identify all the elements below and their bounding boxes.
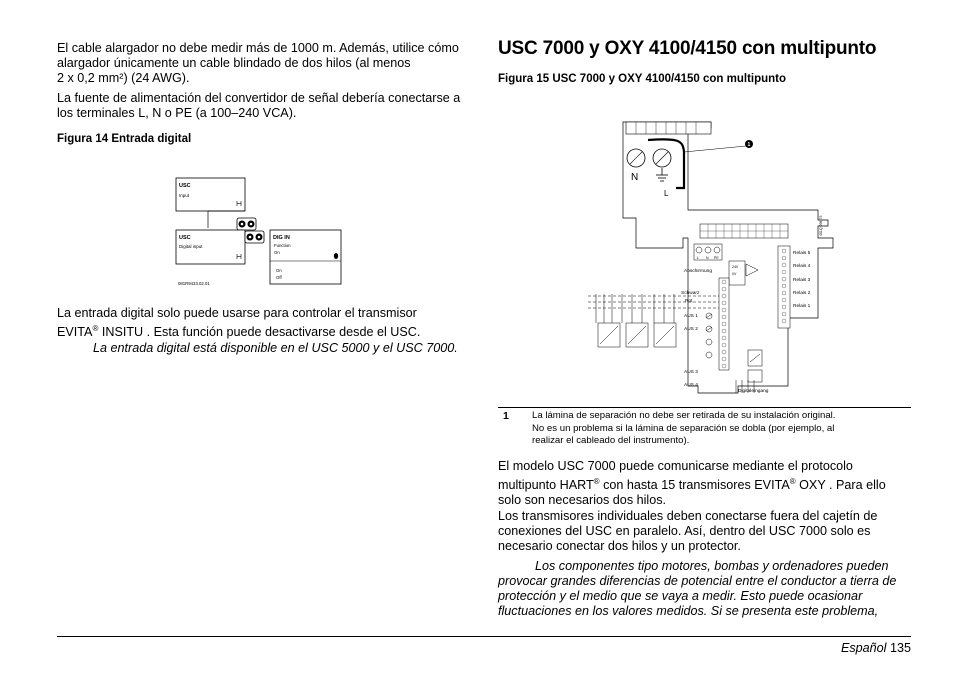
label-relais-4: Relais 4 [793, 264, 811, 269]
usc-digital-title: USC [179, 235, 191, 241]
label-l: L [664, 189, 669, 198]
text-line: solo son necesarios dos hilos. [498, 493, 667, 508]
footer-language: Español [840, 641, 887, 655]
footnote-number: 1 [503, 410, 509, 422]
text-line: protección y el medio que se vaya a medir. Esto puede ocasionar [498, 589, 863, 603]
label-aus-4: AUS 4 [684, 383, 698, 388]
svg-text:N: N [706, 256, 709, 260]
ground-icon [656, 168, 668, 181]
text-line: provocar grandes diferencias de potencial entre el conductor a tierra de [498, 574, 897, 588]
intro-paragraph [57, 41, 477, 86]
transmitter-module [598, 323, 676, 347]
label-n: N [631, 172, 639, 183]
label-relais-3: Relais 3 [793, 278, 811, 283]
pointer-icon [334, 253, 338, 259]
text-line: conexiones del USC en paralelo. Así, dentro del USC 7000 solo es [498, 524, 871, 538]
knob-icon [237, 218, 256, 230]
label-aus-2: AUS 2 [684, 327, 698, 332]
text-line: La fuente de alimentación del convertidor de señal debería conectarse a [57, 91, 461, 105]
dig-in-title: DIG IN [273, 235, 290, 241]
text-line: La lámina de separación no debe ser retirada de su instalación original. [532, 410, 836, 421]
text-line: los terminales L, N o PE (a 100–240 VCA). [57, 106, 297, 120]
brand-evita: EVITA [57, 325, 93, 340]
page-footer [841, 641, 911, 656]
label-relais-2: Relais 2 [793, 291, 811, 296]
warning-paragraph [498, 559, 918, 619]
hart-paragraph [498, 459, 918, 508]
footer-page-number: 135 [889, 641, 911, 655]
figure-15-diagram [588, 118, 838, 406]
text-line: Los componentes tipo motores, bombas y ordenadores pueden [535, 559, 889, 573]
text-line: Los transmisores individuales deben conectarse fuera del cajetín de [498, 509, 878, 523]
label-relais-1: Relais 1 [793, 304, 811, 309]
dig-in-function: Function [274, 243, 291, 248]
label-digitaleingang: Digitaleingang [738, 389, 769, 394]
dig-in-function-value: On [274, 250, 280, 255]
dig-in-opt-off: Off [276, 275, 282, 280]
text-line [57, 321, 477, 340]
power-paragraph [57, 91, 477, 121]
svg-text:24V: 24V [732, 265, 739, 269]
dig-in-opt-on: On [276, 268, 282, 273]
text-line: El modelo USC 7000 puede comunicarse mediante el protocolo [498, 459, 853, 473]
svg-text:0V: 0V [732, 272, 737, 276]
doc-code: 461Q 098-75 [819, 215, 823, 236]
registered-mark: ® [92, 324, 99, 333]
text-line: fluctuaciones en los valores medidos. Si se presenta este problema, [498, 604, 879, 618]
figure-14-code: 081R9433.02.01 [178, 281, 210, 286]
label-schwarz: Schwarz [681, 291, 700, 296]
digital-input-note: La entrada digital está disponible en el USC 5000 y el USC 7000. [93, 341, 458, 355]
label-aus-1: AUS 1 [684, 314, 698, 319]
text-line: realizar el cableado del instrumento). [532, 435, 690, 446]
footer-rule [57, 636, 911, 637]
label-relais-5: Relais 5 [793, 251, 811, 256]
callout-1-label: 1 [747, 142, 751, 148]
text-line: No es un problema si la lámina de separación se dobla (por ejemplo, al [532, 422, 835, 434]
digital-input-paragraph [57, 306, 477, 340]
footnote-text [532, 410, 912, 448]
text-line: La entrada digital solo puede usarse para controlar el transmisor [57, 306, 417, 320]
text-line: 2 x 0,2 mm²) (24 AWG). [57, 71, 190, 85]
usc-input-title: USC [179, 183, 191, 189]
svg-text:PE: PE [714, 256, 719, 260]
usc-input-sub: Input [179, 193, 190, 198]
svg-text:L: L [697, 256, 699, 260]
text-line: alargador únicamente un cable blindado de dos hilos (al menos [57, 56, 411, 70]
text-line: necesario conectar dos hilos y un protector. [498, 539, 741, 553]
section-heading: USC 7000 y OXY 4100/4150 con multipunto [498, 38, 877, 59]
usc-digital-sub: Digital input [179, 244, 203, 249]
text-line: El cable alargador no debe medir más de 1000 m. Además, utilice cómo [57, 41, 459, 55]
text-line: multipunto HART® con hasta 15 transmisores EVITA® OXY . Para ello [498, 477, 886, 493]
label-abschirmung: Abschirmung [684, 269, 712, 274]
figure-14-caption: Figura 14 Entrada digital [57, 133, 192, 145]
text-fragment: INSITU . Esta función puede desactivarse desde el USC. [98, 325, 421, 340]
parallel-paragraph [498, 509, 918, 554]
footnote-top-rule [498, 407, 911, 408]
label-aus-3: AUS 3 [684, 370, 698, 375]
figure-15-caption: Figura 15 USC 7000 y OXY 4100/4150 con multipunto [498, 73, 787, 85]
knob-icon [245, 231, 264, 243]
figure-14-diagram [170, 175, 350, 293]
label-rot: Rot [685, 299, 693, 304]
